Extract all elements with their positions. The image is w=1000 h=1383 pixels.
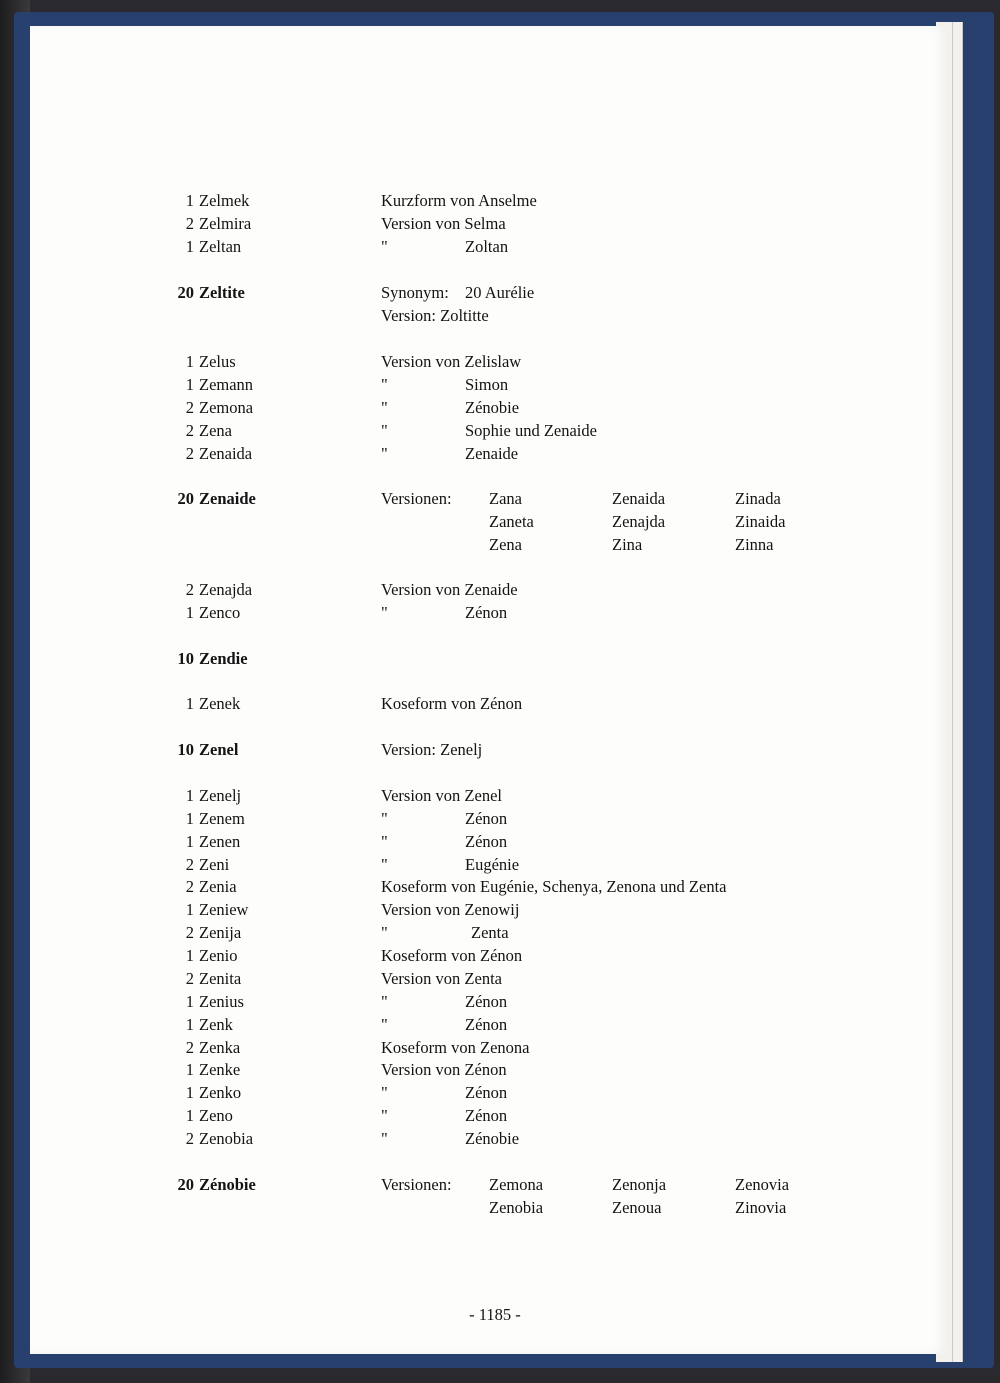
entry-name: Zenius bbox=[199, 992, 244, 1011]
version-name: Zenoua bbox=[612, 1198, 662, 1217]
entry-relation: Synonym: bbox=[381, 283, 449, 302]
version-name: Zinada bbox=[735, 489, 781, 508]
entry-name: Zenita bbox=[199, 969, 242, 988]
frequency-number: 2 bbox=[185, 1129, 194, 1148]
entry-name: Zeltite bbox=[199, 283, 245, 302]
entry-name: Zenka bbox=[199, 1038, 241, 1057]
entry-relation: " bbox=[381, 1083, 388, 1102]
frequency-number: 1 bbox=[185, 786, 194, 805]
frequency-number: 2 bbox=[185, 923, 194, 942]
entry-name: Zenke bbox=[199, 1060, 241, 1079]
entry-relation: " bbox=[381, 1106, 388, 1125]
entry-reference: Zénon bbox=[465, 1083, 508, 1102]
entry-name: Zénobie bbox=[199, 1175, 256, 1194]
version-name: Zenajda bbox=[612, 512, 666, 531]
entry-reference: Zoltan bbox=[465, 237, 509, 256]
frequency-number: 1 bbox=[185, 237, 194, 256]
entry-relation: " bbox=[381, 1129, 388, 1148]
entry-name: Zemona bbox=[199, 398, 254, 417]
entry-relation: " bbox=[381, 421, 388, 440]
frequency-number: 2 bbox=[185, 214, 194, 233]
entry-relation: " bbox=[381, 375, 388, 394]
entry-reference: Eugénie bbox=[465, 855, 520, 874]
frequency-number: 1 bbox=[185, 352, 194, 371]
entry-relation: Version von Zelislaw bbox=[381, 352, 522, 371]
version-name: Zina bbox=[612, 535, 643, 554]
frequency-number: 10 bbox=[177, 649, 194, 668]
version-name: Zenovia bbox=[735, 1175, 790, 1194]
entry-reference: Zénon bbox=[465, 603, 508, 622]
entry-name: Zenaide bbox=[199, 489, 256, 508]
entry-name: Zeni bbox=[199, 855, 230, 874]
frequency-number: 2 bbox=[185, 444, 194, 463]
entry-reference: 20 Aurélie bbox=[465, 283, 535, 302]
entry-reference: Zénon bbox=[465, 1015, 508, 1034]
frequency-number: 20 bbox=[177, 489, 194, 508]
entry-relation: Version von Zenaide bbox=[381, 580, 518, 599]
version-name: Zemona bbox=[489, 1175, 544, 1194]
entry-relation: " bbox=[381, 923, 388, 942]
entry-relation: " bbox=[381, 603, 388, 622]
frequency-number: 1 bbox=[185, 191, 194, 210]
entry-relation: " bbox=[381, 992, 388, 1011]
entry-relation: Version: Zoltitte bbox=[381, 306, 489, 325]
version-name: Zinna bbox=[735, 535, 774, 554]
frequency-number: 10 bbox=[177, 740, 194, 759]
frequency-number: 1 bbox=[185, 694, 194, 713]
frequency-number: 1 bbox=[185, 1083, 194, 1102]
entry-name: Zelmek bbox=[199, 191, 250, 210]
frequency-number: 2 bbox=[185, 580, 194, 599]
entry-name: Zemann bbox=[199, 375, 254, 394]
entry-relation: Versionen: bbox=[381, 489, 452, 508]
entry-relation: " bbox=[381, 444, 388, 463]
frequency-number: 1 bbox=[185, 946, 194, 965]
entry-relation: " bbox=[381, 398, 388, 417]
entry-reference: Zénon bbox=[465, 1106, 508, 1125]
version-name: Zenonja bbox=[612, 1175, 667, 1194]
frequency-number: 20 bbox=[177, 283, 194, 302]
frequency-number: 1 bbox=[185, 832, 194, 851]
page-number: - 1185 - bbox=[469, 1305, 521, 1324]
frequency-number: 1 bbox=[185, 992, 194, 1011]
version-name: Zaneta bbox=[489, 512, 534, 531]
entry-reference: Zenta bbox=[471, 923, 509, 942]
entry-name: Zenco bbox=[199, 603, 241, 622]
entry-name: Zelmira bbox=[199, 214, 252, 233]
entry-relation: " bbox=[381, 809, 388, 828]
entry-relation: " bbox=[381, 832, 388, 851]
entry-name: Zenajda bbox=[199, 580, 253, 599]
frequency-number: 2 bbox=[185, 398, 194, 417]
entry-reference: Zénobie bbox=[465, 1129, 520, 1148]
entry-name: Zenko bbox=[199, 1083, 242, 1102]
entry-name: Zeltan bbox=[199, 237, 242, 256]
entry-name: Zena bbox=[199, 421, 232, 440]
entry-relation: " bbox=[381, 1015, 388, 1034]
entry-name: Zenia bbox=[199, 877, 237, 896]
entry-name: Zendie bbox=[199, 649, 248, 668]
entry-reference: Sophie und Zenaide bbox=[465, 421, 597, 440]
version-name: Zenobia bbox=[489, 1198, 544, 1217]
entry-reference: Zénobie bbox=[465, 398, 520, 417]
frequency-number: 1 bbox=[185, 1015, 194, 1034]
frequency-number: 2 bbox=[185, 421, 194, 440]
entry-relation: Koseform von Eugénie, Schenya, Zenona und Zenta bbox=[381, 877, 727, 896]
version-name: Zinaida bbox=[735, 512, 786, 531]
entry-relation: Koseform von Zenona bbox=[381, 1038, 530, 1057]
entry-relation: Version von Zenowij bbox=[381, 900, 520, 919]
entry-reference: Zenaide bbox=[465, 444, 519, 463]
entry-name: Zelus bbox=[199, 352, 236, 371]
entry-name: Zenobia bbox=[199, 1129, 254, 1148]
entry-reference: Simon bbox=[465, 375, 509, 394]
entry-name: Zeniew bbox=[199, 900, 249, 919]
entry-name: Zenem bbox=[199, 809, 245, 828]
entry-relation: Kurzform von Anselme bbox=[381, 191, 537, 210]
frequency-number: 1 bbox=[185, 900, 194, 919]
entry-reference: Zénon bbox=[465, 809, 508, 828]
entry-name: Zenk bbox=[199, 1015, 233, 1034]
entry-name: Zenen bbox=[199, 832, 241, 851]
entry-relation: Version von Zenel bbox=[381, 786, 502, 805]
frequency-number: 2 bbox=[185, 969, 194, 988]
frequency-number: 2 bbox=[185, 855, 194, 874]
frequency-number: 1 bbox=[185, 809, 194, 828]
entry-relation: Koseform von Zénon bbox=[381, 694, 523, 713]
version-name: Zenaida bbox=[612, 489, 666, 508]
entry-name: Zenek bbox=[199, 694, 241, 713]
entry-name: Zenija bbox=[199, 923, 242, 942]
entry-reference: Zénon bbox=[465, 992, 508, 1011]
version-name: Zena bbox=[489, 535, 522, 554]
version-name: Zinovia bbox=[735, 1198, 787, 1217]
frequency-number: 2 bbox=[185, 1038, 194, 1057]
frequency-number: 1 bbox=[185, 603, 194, 622]
entry-name: Zenel bbox=[199, 740, 239, 759]
entry-relation: Version von Zénon bbox=[381, 1060, 507, 1079]
frequency-number: 1 bbox=[185, 1060, 194, 1079]
entry-relation: Versionen: bbox=[381, 1175, 452, 1194]
entry-relation: " bbox=[381, 237, 388, 256]
entry-reference: Zénon bbox=[465, 832, 508, 851]
entry-relation: " bbox=[381, 855, 388, 874]
entry-relation: Version von Selma bbox=[381, 214, 506, 233]
frequency-number: 1 bbox=[185, 375, 194, 394]
frequency-number: 1 bbox=[185, 1106, 194, 1125]
entry-relation: Version von Zenta bbox=[381, 969, 502, 988]
entry-relation: Koseform von Zénon bbox=[381, 946, 523, 965]
entry-name: Zenelj bbox=[199, 786, 242, 805]
entry-name: Zenaida bbox=[199, 444, 253, 463]
entry-name: Zenio bbox=[199, 946, 238, 965]
frequency-number: 2 bbox=[185, 877, 194, 896]
entry-relation: Version: Zenelj bbox=[381, 740, 483, 759]
frequency-number: 20 bbox=[177, 1175, 194, 1194]
entry-name: Zeno bbox=[199, 1106, 233, 1125]
version-name: Zana bbox=[489, 489, 522, 508]
